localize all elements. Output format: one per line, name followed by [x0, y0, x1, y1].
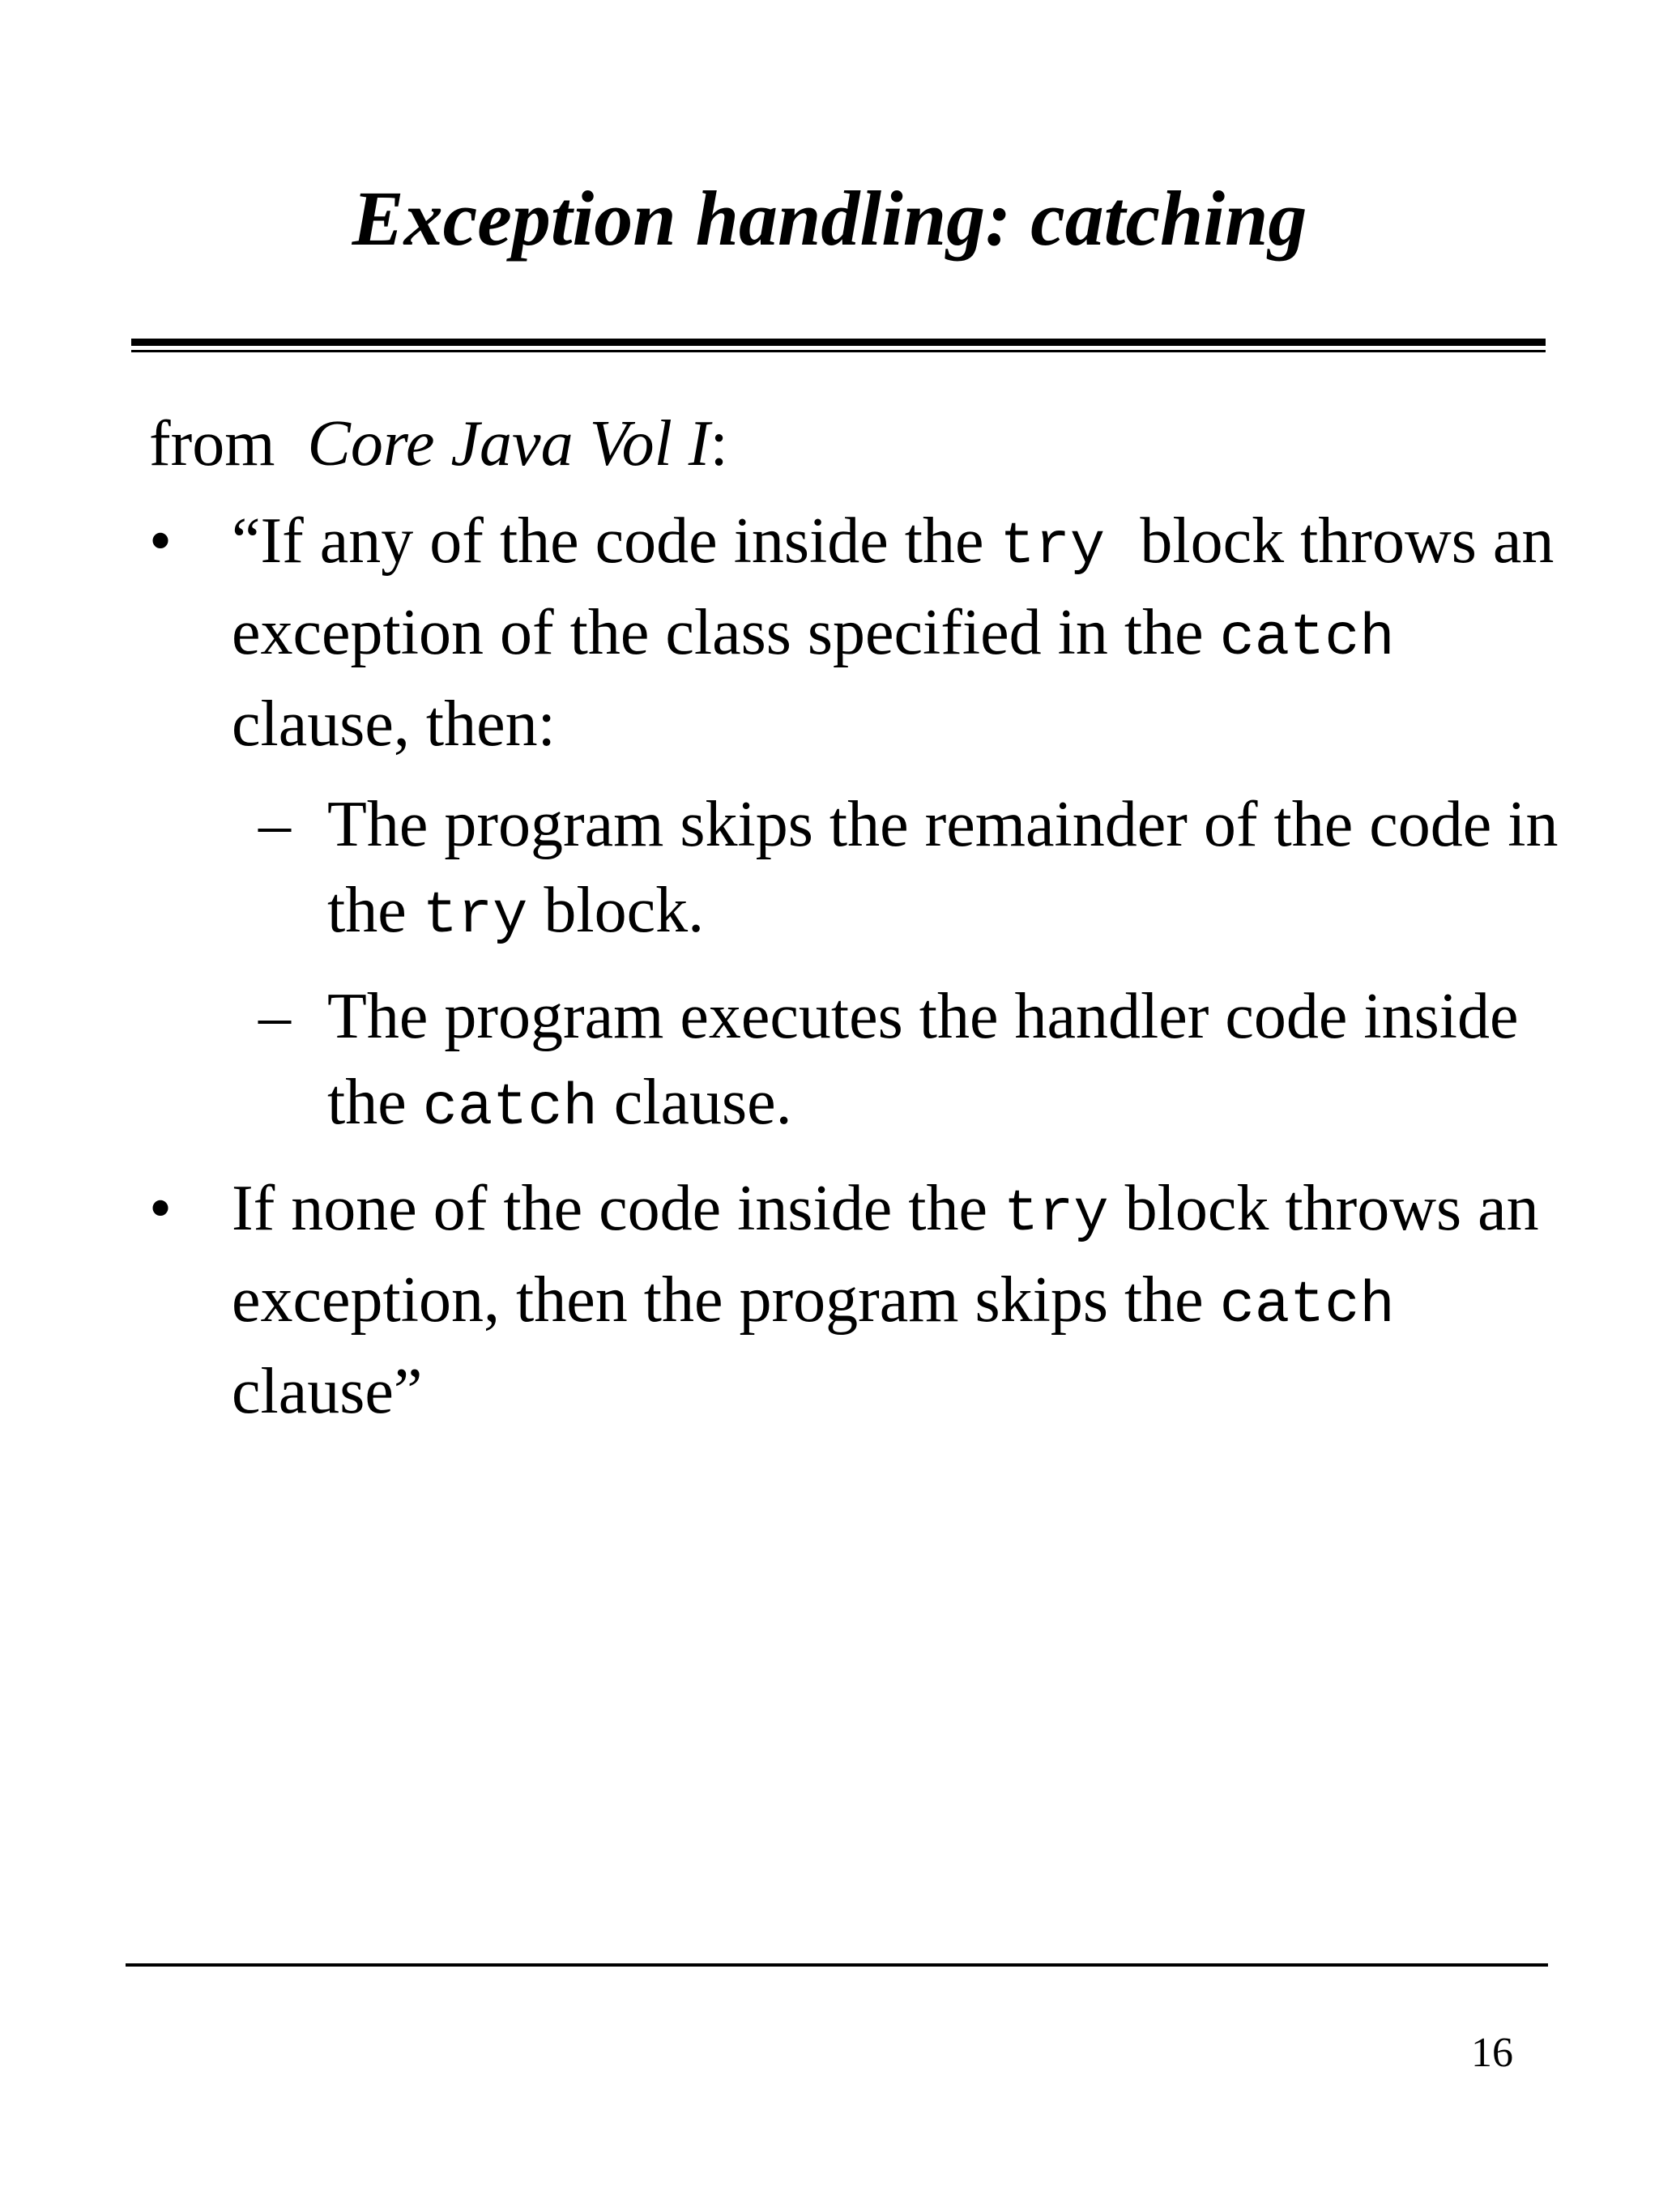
sub-bullet-item [149, 782, 1575, 959]
source-line [149, 401, 1575, 487]
bullet-text: “If any of the code inside the [232, 505, 1000, 577]
dash-marker: – [258, 789, 291, 860]
bullet-item [149, 498, 1575, 767]
slide-content [149, 401, 1575, 1449]
code-keyword: try [1000, 514, 1141, 580]
code-keyword: catch [1219, 605, 1395, 671]
footer-divider [126, 1963, 1548, 1967]
sub-bullet-text: The program executes the handler code inside the [327, 981, 1519, 1138]
source-suffix: : [710, 408, 728, 479]
bullet-marker: • [149, 505, 173, 577]
code-keyword: catch [1219, 1272, 1395, 1339]
code-keyword: catch [422, 1075, 598, 1141]
bullet-text: If none of the code inside the [232, 1173, 1004, 1244]
bullet-marker: • [149, 1173, 173, 1244]
source-book-title: Core Java Vol I [307, 408, 710, 479]
bullet-text: block throws an exception, then the program skips the [232, 1173, 1539, 1336]
slide-title: Exception handling: catching [352, 175, 1307, 262]
code-keyword: try [1004, 1181, 1109, 1247]
sub-bullet-text: clause. [597, 1067, 792, 1138]
code-keyword: try [422, 883, 528, 949]
bullet-text: clause” [232, 1356, 423, 1427]
sub-bullet-text: block. [527, 875, 705, 946]
dash-marker: – [258, 981, 291, 1052]
title-divider-thick [131, 339, 1546, 346]
sub-bullet-item [149, 974, 1575, 1151]
page-number: 16 [1471, 2030, 1513, 2076]
bullet-text: block throws an exception of the class specified in the [232, 505, 1555, 668]
sub-bullet-text: The program skips the remainder of the code in the [327, 789, 1559, 946]
bullet-text: clause, then: [232, 688, 556, 760]
source-prefix: from [149, 408, 275, 479]
title-divider-thin [131, 350, 1546, 352]
bullet-item [149, 1166, 1575, 1434]
